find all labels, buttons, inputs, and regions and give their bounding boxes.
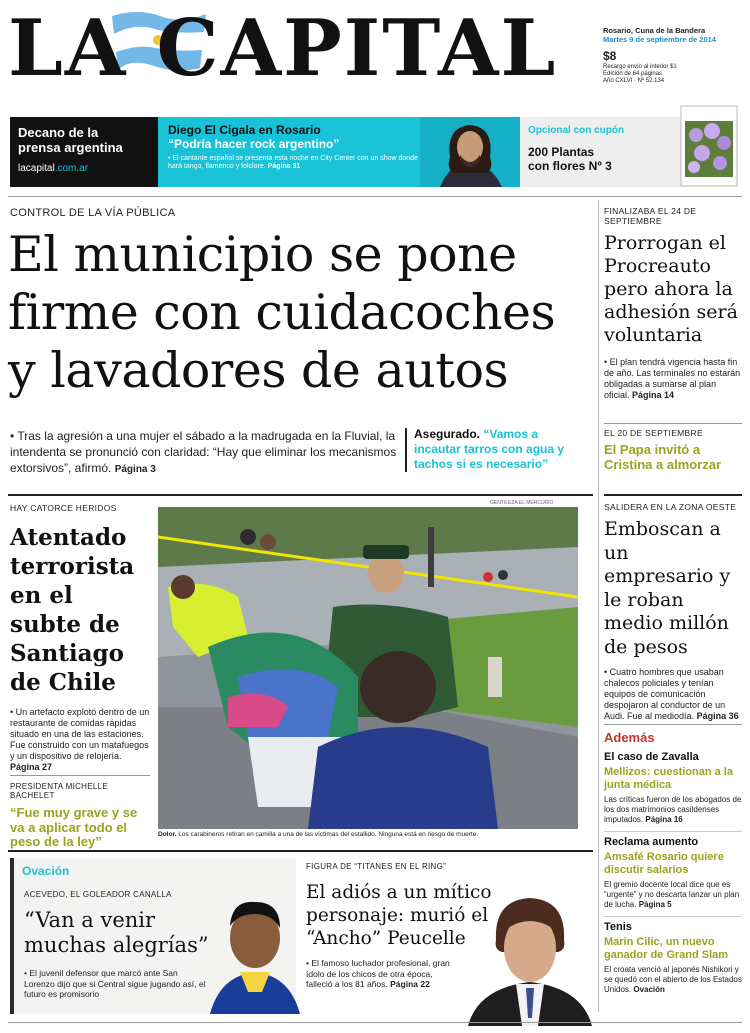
ademas-sub-3: Marin Cilic, un nuevo ganador de Grand Slam xyxy=(604,936,729,961)
story1-page: Página 14 xyxy=(632,390,675,400)
story3-kicker: SALIDERA EN LA ZONA OESTE xyxy=(604,502,737,512)
banner xyxy=(10,117,738,187)
story1-body: • El plan tendrá vigencia hasta fin de año. Las terminales no estarán obligadas a sumarse al plan oficial. xyxy=(604,357,741,400)
peucelle-body: • El famoso luchador profesional, gran ídolo de los chicos de otra época, falleció a los 81 años. xyxy=(306,958,450,989)
ademas-page-1: Página 16 xyxy=(645,815,683,824)
site-suffix: .com.ar xyxy=(54,163,89,174)
story3-body: • Cuatro hombres que usaban chalecos policiales y tenían equipos de comunicación despojaron al conductor de un Audi. Fue al mediodía. xyxy=(604,667,726,721)
ovacion-label: Ovación xyxy=(22,864,70,878)
chile-photo-credit: GENTILEZA EL MERCURIO xyxy=(490,500,554,506)
ademas-body-3: El croata venció al japonés Nishikori y se quedó con el abierto de los Estados Unidos. xyxy=(604,965,742,994)
promo-page: Página 31 xyxy=(267,163,301,170)
story2-headline: El Papa invitó a Cristina a almorzar xyxy=(604,442,722,472)
tagline-line-1: Decano de la xyxy=(18,125,99,140)
chile-kicker: HAY CATORCE HERIDOS xyxy=(10,503,117,513)
story2-kicker: EL 20 DE SEPTIEMBRE xyxy=(604,428,703,438)
ademas-title-2: Reclama aumento xyxy=(604,836,699,848)
location-line: Rosario, Cuna de la Bandera xyxy=(603,26,706,35)
peucelle-page: Página 22 xyxy=(390,979,430,989)
story3-page: Página 36 xyxy=(696,711,739,721)
coupon-box[interactable] xyxy=(520,117,738,187)
banner-tagline-box xyxy=(10,117,158,187)
lead-page: Página 3 xyxy=(114,464,156,475)
ovacion-body: • El juvenil defensor que marcó ante San Lorenzo dijo que si Central sigue jugando así, el futuro es promisorio xyxy=(24,968,206,999)
lead-headline[interactable]: El municipio se pone firme con cuidacoches y lavadores de autos xyxy=(8,226,556,399)
lead-side-label: Asegurado. xyxy=(414,427,481,441)
tagline-line-2: prensa argentina xyxy=(18,140,123,155)
chile-body: • Un artefacto explotó dentro de un restaurante de comidas rápidas situado en una de las estaciones. Fue construido con un matafuegos y un dispositivo de relojería. xyxy=(10,707,150,761)
coupon-text-1: 200 Plantas xyxy=(528,145,595,159)
ademas-item[interactable] xyxy=(604,921,742,995)
ovacion-kicker: ACEVEDO, EL GOLEADOR CANALLA xyxy=(24,890,172,899)
chile-page: Página 27 xyxy=(10,762,53,772)
caption-lead: Dolor. xyxy=(158,831,177,838)
ademas-box xyxy=(604,730,742,995)
ademas-body-1: Las críticas fueron de los abogados de los dos matrimonios casildenses imputados. xyxy=(604,795,742,824)
price: $8 xyxy=(603,49,617,63)
date-line: Martes 9 de septiembre de 2014 xyxy=(603,35,716,44)
story3-headline: Emboscan a un empresario y le roban medio millón de pesos xyxy=(604,518,731,658)
story1-headline: Prorrogan el Procreauto pero ahora la adhesión será voluntaria xyxy=(604,232,738,346)
ovacion-headline: “Van a venir muchas alegrías” xyxy=(24,908,209,957)
peucelle-headline: El adiós a un mítico personaje: murió el “Ancho” Peucelle xyxy=(306,882,492,949)
right-story-3[interactable] xyxy=(604,502,742,722)
wrestler-portrait xyxy=(468,888,592,1026)
chile-quote: “Fue muy grave y se va a aplicar todo el peso de la ley” xyxy=(10,805,138,849)
right-story-1[interactable] xyxy=(604,200,742,401)
ademas-title-3: Tenis xyxy=(604,921,632,933)
lead-deck: • Tras la agresión a una mujer el sábado a la madrugada en la Fluvial, la intendenta se pronunció con claridad: “Hay que eliminar los mecanismos extorsivos”, afirmó. xyxy=(10,429,397,475)
newspaper-title: LA CAPITAL xyxy=(8,3,558,94)
price-note-2: Edición de 64 páginas xyxy=(603,71,663,77)
ademas-label: Además xyxy=(604,730,655,745)
ademas-page-2: Página 5 xyxy=(638,900,672,909)
site-link[interactable]: lacapital xyxy=(18,163,55,174)
subway-attack-photo[interactable] xyxy=(158,507,578,829)
lead-side-quote: “Vamos a incautar tarros con agua y tachos si es necesario” xyxy=(414,427,565,471)
ovacion-box[interactable] xyxy=(10,858,296,1014)
masthead xyxy=(0,0,750,110)
ademas-item[interactable] xyxy=(604,836,742,910)
peucelle-kicker: FIGURA DE “TITANES EN EL RING” xyxy=(306,862,447,871)
coupon-label: Opcional con cupón xyxy=(528,125,625,136)
flowers-icon xyxy=(680,105,738,187)
promo-title: Diego El Cigala en Rosario xyxy=(168,123,321,137)
chile-story[interactable] xyxy=(10,503,150,773)
ademas-item[interactable] xyxy=(604,751,742,825)
promo-text: • El cantante español se presenta esta noche en City Center con un show donde hará tango, flamenco y folclore. xyxy=(168,155,418,170)
ademas-sub-1: Mellizos: cuestionan a la junta médica xyxy=(604,766,733,791)
ademas-page-3: Ovación xyxy=(633,985,665,994)
singer-portrait-icon xyxy=(420,117,520,187)
ademas-body-2: El gremio docente local dice que es “urgente” y no descarta lanzar un plan de lucha. xyxy=(604,880,740,909)
price-note-1: Recargo envío al interior $1 xyxy=(603,64,677,70)
promo-quote: “Podría hacer rock argentino” xyxy=(168,137,340,151)
player-portrait xyxy=(210,880,300,1014)
ademas-title-1: El caso de Zavalla xyxy=(604,751,699,763)
ademas-sub-2: Amsafé Rosario quiere discutir salarios xyxy=(604,851,724,876)
lead-kicker: CONTROL DE LA VÍA PÚBLICA xyxy=(10,207,176,219)
promo-box[interactable] xyxy=(158,117,520,187)
story1-kicker: FINALIZABA EL 24 DE SEPTIEMBRE xyxy=(604,206,697,226)
photo-caption: Los carabineros retiran en camilla a una de las víctimas del estallido. Ninguna está en riesgo de muerte. xyxy=(178,831,479,838)
coupon-text-2: con flores Nº 3 xyxy=(528,159,612,173)
chile-headline: Atentado terrorista en el subte de Santiago de Chile xyxy=(10,524,135,696)
price-note-3: Año CXLVI · Nº 52.134 xyxy=(603,78,665,84)
right-story-2[interactable] xyxy=(604,428,742,472)
chile-kicker-2: PRESIDENTA MICHELLE BACHELET xyxy=(10,782,109,800)
